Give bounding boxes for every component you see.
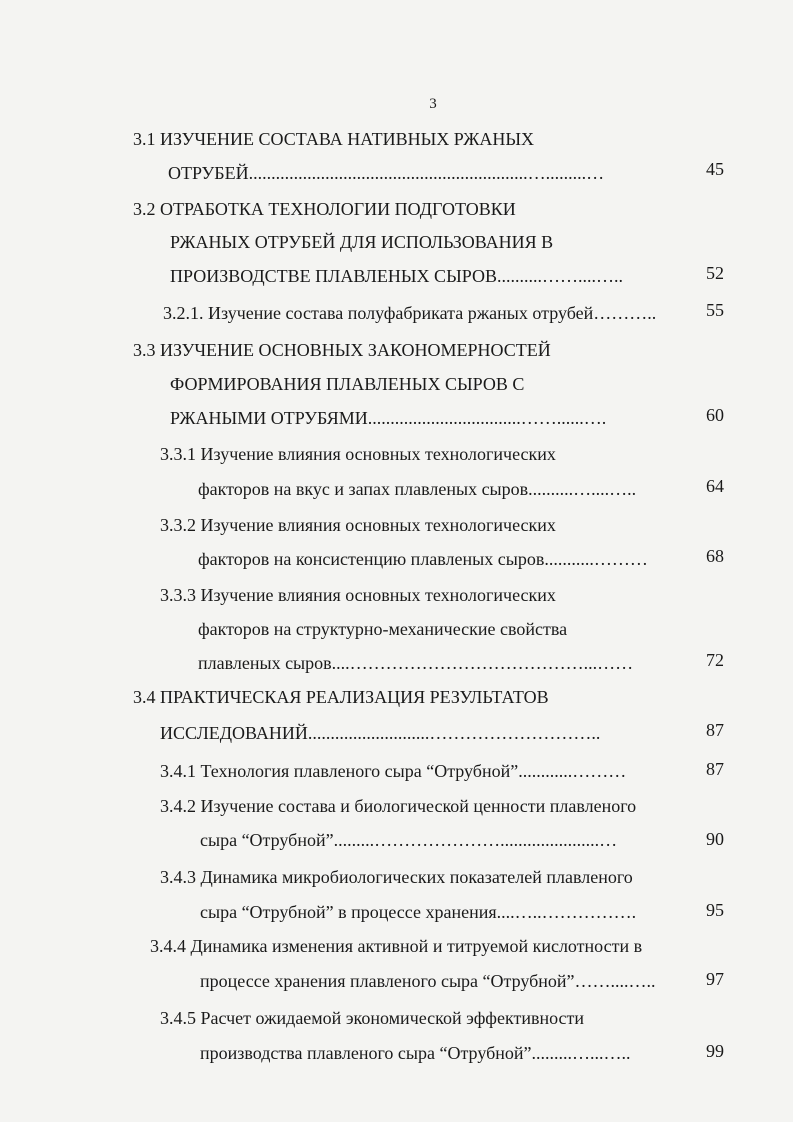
toc-3-3-3-title: 3.3.3 Изучение влияния основных технологических [160,585,556,605]
toc-3-3-2-page: 68 [706,546,724,566]
toc-3-2-title-cont2: ПРОИЗВОДСТВЕ ПЛАВЛЕНЫХ СЫРОВ..........……....….. [170,266,623,286]
toc-3-2-page: 52 [706,263,724,283]
toc-3-3-title-cont: ФОРМИРОВАНИЯ ПЛАВЛЕНЫХ СЫРОВ С [170,374,525,394]
toc-3-3-1-title: 3.3.1 Изучение влияния основных технологических [160,444,556,464]
toc-3-3-page: 60 [706,405,724,425]
toc-3-4-4-title: 3.4.4 Динамика изменения активной и титруемой кислотности в [150,936,643,956]
toc-3-4-1-page: 87 [706,759,724,779]
toc-3-4-page: 87 [706,720,724,740]
toc-3-3-title-cont2: РЖАНЫМИ ОТРУБЯМИ..................................……......…. [170,408,607,428]
toc-3-4-2-title-cont: сыра “Отрубной”.........…………………......................… [200,830,618,850]
toc-3-4-4-title-cont: процессе хранения плавленого сыра “Отрубной”……....….. [200,971,656,991]
toc-3-1-title: 3.1 ИЗУЧЕНИЕ СОСТАВА НАТИВНЫХ РЖАНЫХ [133,129,535,149]
toc-3-4-3-page: 95 [706,900,724,920]
toc-3-4-5-title-cont: производства плавленого сыра “Отрубной”.........…...….. [200,1043,631,1063]
toc-3-3-2-title-cont: факторов на консистенцию плавленых сыров...........……… [198,549,648,569]
toc-3-3-1-title-cont: факторов на вкус и запах плавленых сыров..........…....….. [198,479,637,499]
toc-3-4-title-cont: ИССЛЕДОВАНИЙ...........................……………………….. [160,723,601,743]
toc-3-4-4-page: 97 [706,969,724,989]
toc-3-3-2-title: 3.3.2 Изучение влияния основных технологических [160,515,556,535]
toc-3-4-2-page: 90 [706,829,724,849]
toc-3-4-1-title: 3.4.1 Технология плавленого сыра “Отрубной”............……… [160,761,627,781]
toc-3-1-title-cont: ОТРУБЕЙ..............................................................….........… [168,163,605,183]
toc-3-4-5-title: 3.4.5 Расчет ожидаемой экономической эффективности [160,1008,585,1028]
page-number: 3 [429,96,437,112]
toc-3-4-3-title: 3.4.3 Динамика микробиологических показателей плавленого [160,867,633,887]
toc-3-2-1-page: 55 [706,300,724,320]
toc-3-4-2-title: 3.4.2 Изучение состава и биологической ценности плавленого [160,796,637,816]
toc-3-3-title: 3.3 ИЗУЧЕНИЕ ОСНОВНЫХ ЗАКОНОМЕРНОСТЕЙ [133,340,551,360]
toc-3-2-1-title: 3.2.1. Изучение состава полуфабриката ржаных отрубей……….. [163,303,657,323]
toc-3-2-title-cont: РЖАНЫХ ОТРУБЕЙ ДЛЯ ИСПОЛЬЗОВАНИЯ В [170,232,554,252]
toc-3-2-title: 3.2 ОТРАБОТКА ТЕХНОЛОГИИ ПОДГОТОВКИ [133,199,516,219]
toc-3-1-page: 45 [706,159,724,179]
toc-3-4-5-page: 99 [706,1041,724,1061]
toc-3-3-3-title-cont: факторов на структурно-механические свойства [198,619,568,639]
toc-3-3-1-page: 64 [706,476,724,496]
toc-3-3-3-page: 72 [706,650,724,670]
toc-3-4-title: 3.4 ПРАКТИЧЕСКАЯ РЕАЛИЗАЦИЯ РЕЗУЛЬТАТОВ [133,687,549,707]
toc-3-4-3-title-cont: сыра “Отрубной” в процессе хранения....…..……………. [200,902,637,922]
toc-3-3-3-title-cont2: плавленых сыров....…………………………………...…… [198,653,634,673]
